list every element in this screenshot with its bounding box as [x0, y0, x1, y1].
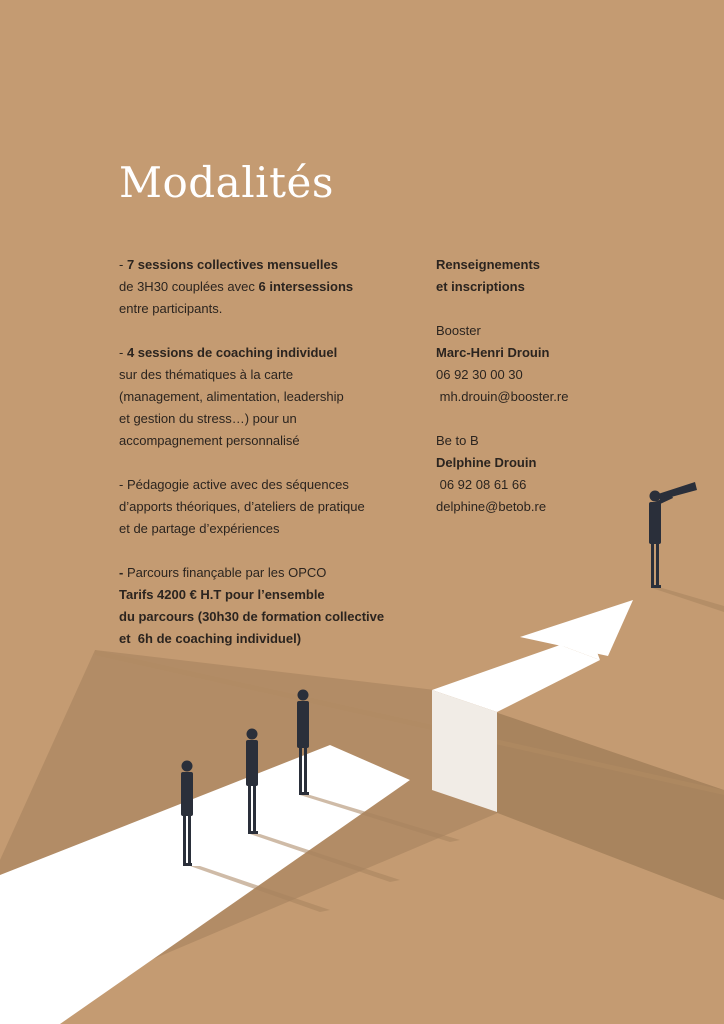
paragraph-collective-sessions: - 7 sessions collectives mensuelles de 3H30 couplées avec 6 intersessions entre participants.	[119, 257, 354, 316]
modalities-column	[119, 254, 419, 672]
contact-heading: Renseignements	[436, 257, 541, 272]
contact-org-booster: Booster	[436, 323, 481, 338]
price-line: Tarifs 4200 € H.T pour l’ensemble	[119, 587, 325, 602]
contact-phone-2: 06 92 08 61 66	[436, 477, 527, 492]
contact-phone-1: 06 92 30 00 30	[436, 367, 523, 382]
contact-org-betob: Be to B	[436, 433, 479, 448]
contact-email-1[interactable]: mh.drouin@booster.re	[436, 389, 569, 404]
figure-shadow-4	[652, 588, 724, 612]
gap-dark-face	[495, 712, 724, 900]
contact-name-marc-henri: Marc-Henri Drouin	[436, 345, 550, 360]
contact-column: Renseignements et inscriptions Booster Marc-Henri Drouin 06 92 30 00 30 mh.drouin@booster.re Be to B Delphine Drouin 06 92 08 61 66 delphine@betob.re	[436, 254, 696, 518]
paragraph-pedagogy: - Pédagogie active avec des séquences d’apports théoriques, d’ateliers de pratique et de partage d’expériences	[119, 477, 365, 536]
contact-name-delphine: Delphine Drouin	[436, 455, 537, 470]
contact-email-2[interactable]: delphine@betob.re	[436, 499, 547, 514]
paragraph-individual-coaching: - 4 sessions de coaching individuel sur des thématiques à la carte (management, alimentation, leadership et gestion du stress…) pour un accompagnement personnalisé	[119, 345, 344, 448]
page-title: Modalités	[119, 158, 334, 207]
paragraph-pricing: - Parcours finançable par les OPCO Tarifs 4200 € H.T pour l’ensemble du parcours (30h30 de formation collective et 6h de coaching individuel)	[119, 562, 419, 650]
